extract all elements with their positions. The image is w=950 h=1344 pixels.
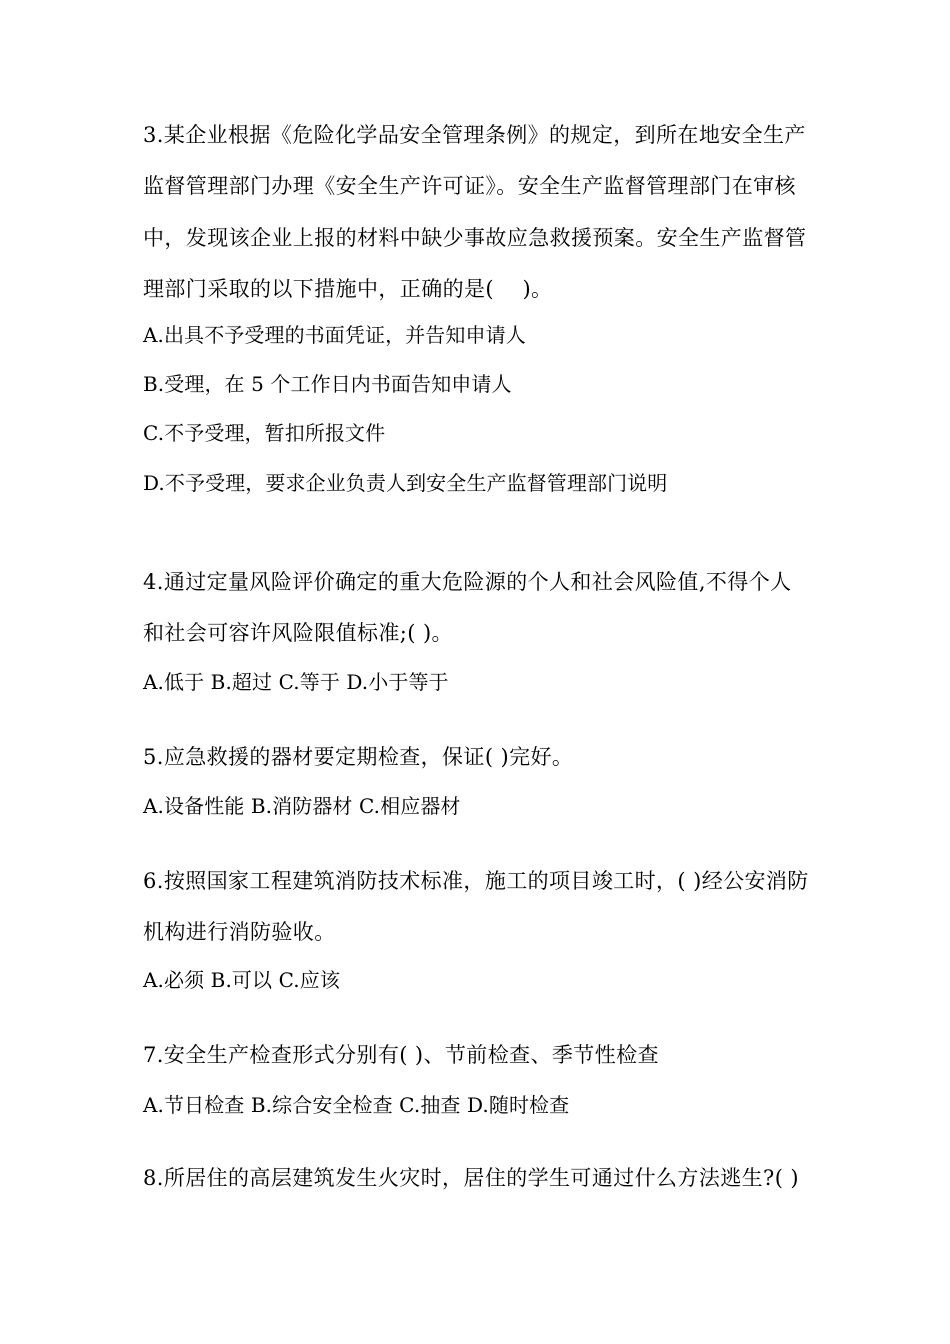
question-3-option-d: D.不予受理，要求企业负责人到安全生产监督管理部门说明 bbox=[143, 471, 668, 495]
question-4-stem-line-2: 和社会可容许风险限值标准;( )。 bbox=[143, 621, 453, 645]
question-8-stem: 8.所居住的高层建筑发生火灾时，居住的学生可通过什么方法逃生?( ) bbox=[143, 1166, 799, 1190]
question-6-options: A.必须 B.可以 C.应该 bbox=[143, 968, 340, 992]
question-5-stem: 5.应急救援的器材要定期检查，保证( )完好。 bbox=[143, 745, 574, 769]
question-3-stem-line-3: 中，发现该企业上报的材料中缺少事故应急救援预案。安全生产监督管 bbox=[143, 226, 807, 250]
question-3-stem-line-1: 3.某企业根据《危险化学品安全管理条例》的规定，到所在地安全生产 bbox=[143, 123, 806, 147]
question-3-stem-line-2: 监督管理部门办理《安全生产许可证》。安全生产监督管理部门在审核 bbox=[143, 174, 796, 198]
question-3-option-a: A.出具不予受理的书面凭证，并告知申请人 bbox=[143, 323, 526, 347]
question-4-stem-line-1: 4.通过定量风险评价确定的重大危险源的个人和社会风险值,不得个人 bbox=[143, 570, 792, 594]
question-3-stem-line-4: 理部门采取的以下措施中，正确的是( )。 bbox=[143, 277, 553, 301]
question-6-stem-line-1: 6.按照国家工程建筑消防技术标准，施工的项目竣工时，( )经公安消防 bbox=[143, 869, 809, 893]
question-3-option-c: C.不予受理，暂扣所报文件 bbox=[143, 421, 386, 445]
question-7-options: A.节日检查 B.综合安全检查 C.抽查 D.随时检查 bbox=[143, 1093, 570, 1117]
question-3-option-b: B.受理，在 5 个工作日内书面告知申请人 bbox=[143, 372, 512, 396]
question-5-options: A.设备性能 B.消防器材 C.相应器材 bbox=[143, 794, 461, 818]
question-6-stem-line-2: 机构进行消防验收。 bbox=[143, 920, 336, 944]
question-4-options: A.低于 B.超过 C.等于 D.小于等于 bbox=[143, 670, 449, 694]
question-7-stem: 7.安全生产检查形式分别有( )、节前检查、季节性检查 bbox=[143, 1043, 659, 1067]
